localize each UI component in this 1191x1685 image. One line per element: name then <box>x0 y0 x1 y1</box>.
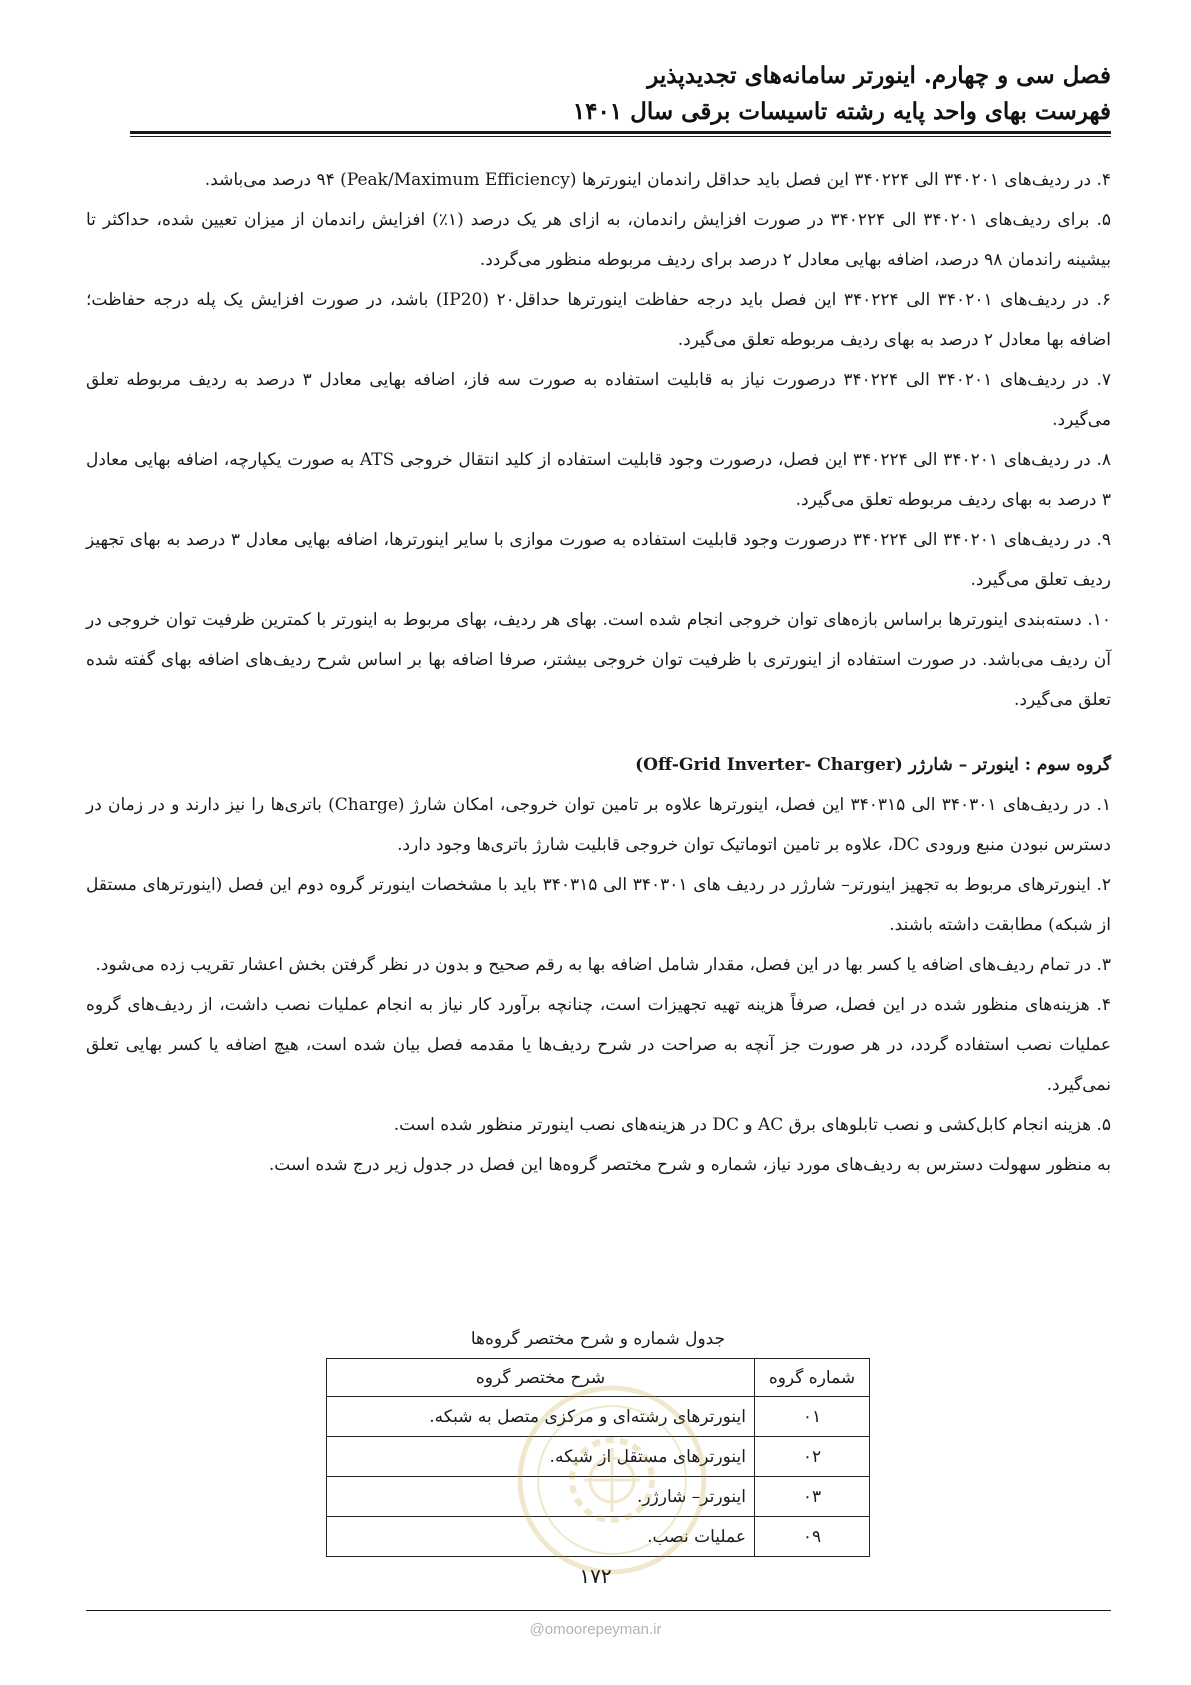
chapter-title: فصل سی و چهارم. اینورتر سامانه‌های تجدیدپذیر <box>647 62 1111 89</box>
group-3-heading: گروه سوم : اینورتر – شارژر (Off-Grid Inverter- Charger) <box>635 755 1111 775</box>
page-number: ۱۷۲ <box>579 1564 612 1588</box>
section-gap <box>86 720 1111 745</box>
page-header <box>130 58 1111 130</box>
group-3-note-4: ۴. هزینه‌های منظور شده در این فصل، صرفاً هزینه تهیه تجهیزات است، چنانچه برآورد کار نیاز به انجام عملیات نصب داشت، از ردیف‌های گروه عملیات نصب استفاده گردد، در هر صورت جز آنچه به صراحت در شرح ردیف‌ها یا مقدمه فصل بیان شده است، هیچ اضافه یا کسر بهایی تعلق نمی‌گیرد. <box>86 995 1111 1095</box>
note-5: ۵. برای ردیف‌های ۳۴۰۲۰۱ الی ۳۴۰۲۲۴ در صورت افزایش راندمان، به ازای هر یک درصد (۱٪) افزایش راندمان از میزان تعیین شده، حداکثر تا بیشینه راندمان ۹۸ درصد، اضافه بهایی معادل ۲ درصد برای ردیف مربوطه منظور می‌گردد. <box>86 210 1111 270</box>
group-3-note-5: ۵. هزینه انجام کابل‌کشی و نصب تابلوهای برق AC و DC در هزینه‌های نصب اینورتر منظور شده است. <box>393 1115 1111 1135</box>
group-number: ۰۱ <box>755 1397 870 1437</box>
price-list-title: فهرست بهای واحد پایه رشته تاسیسات برقی سال ۱۴۰۱ <box>572 98 1111 125</box>
note-7: ۷. در ردیف‌های ۳۴۰۲۰۱ الی ۳۴۰۲۲۴ درصورت نیاز به قابلیت استفاده به صورت سه فاز، اضافه بهایی معادل ۳ درصد به ردیف مربوطه تعلق می‌گیرد. <box>86 370 1111 430</box>
note-4: ۴. در ردیف‌های ۳۴۰۲۰۱ الی ۳۴۰۲۲۴ این فصل باید حداقل راندمان اینورترها (Peak/Maximum Efficiency) ۹۴ درصد می‌باشد. <box>204 170 1111 190</box>
group-number: ۰۹ <box>755 1517 870 1557</box>
footer-rule <box>86 1610 1111 1611</box>
group-description: اینورترهای مستقل از شبکه. <box>327 1437 755 1477</box>
group-3-note-1: ۱. در ردیف‌های ۳۴۰۳۰۱ الی ۳۴۰۳۱۵ این فصل، اینورترها علاوه بر تامین توان خروجی، امکان شارژ (Charge) باتری‌ها را نیز دارند و در زمان در دسترس نبودن منبع ورودی DC، علاوه بر تامین اتوماتیک توان خروجی قابلیت شارژ باتری‌ها وجود دارد. <box>86 795 1111 855</box>
note-6: ۶. در ردیف‌های ۳۴۰۲۰۱ الی ۳۴۰۲۲۴ این فصل باید درجه حفاظت اینورترها حداقل۲۰ (IP20) باشد، در صورت افزایش یک پله درجه حفاظت؛ اضافه بها معادل ۲ درصد به بهای ردیف مربوطه تعلق می‌گیرد. <box>86 290 1111 350</box>
closing-note: به منظور سهولت دسترس به ردیف‌های مورد نیاز، شماره و شرح مختصر گروه‌ها این فصل در جدول زیر درج شده است. <box>268 1155 1111 1175</box>
body-text <box>86 160 1111 1185</box>
header-rule-thin <box>130 136 1111 137</box>
table-caption: جدول شماره و شرح مختصر گروه‌ها <box>470 1329 726 1349</box>
group-description: عملیات نصب. <box>327 1517 755 1557</box>
note-9: ۹. در ردیف‌های ۳۴۰۲۰۱ الی ۳۴۰۲۲۴ درصورت وجود قابلیت استفاده به صورت موازی با سایر اینورترها، اضافه بهایی معادل ۳ درصد به بهای تجهیز ردیف تعلق می‌گیرد. <box>86 530 1111 590</box>
note-8: ۸. در ردیف‌های ۳۴۰۲۰۱ الی ۳۴۰۲۲۴ این فصل، درصورت وجود قابلیت استفاده از کلید انتقال خروجی ATS به صورت یکپارچه، اضافه بهایی معادل ۳ درصد به بهای ردیف مربوطه تعلق می‌گیرد. <box>86 450 1111 510</box>
header-rule-thick <box>130 131 1111 134</box>
note-10: ۱۰. دسته‌بندی اینورترها براساس بازه‌های توان خروجی انجام شده است. بهای هر ردیف، بهای مربوط به اینورتر با کمترین ظرفیت توان خروجی در آن ردیف می‌باشد. در صورت استفاده از اینورتری با ظرفیت توان خروجی بیشتر، صرفا اضافه بها بر اساس شرح ردیف‌های اضافه بهای گفته شده تعلق می‌گیرد. <box>86 610 1111 710</box>
column-header-description: شرح مختصر گروه <box>327 1359 755 1397</box>
seal-watermark-icon <box>512 1380 712 1580</box>
group-number: ۰۳ <box>755 1477 870 1517</box>
column-header-number: شماره گروه <box>755 1359 870 1397</box>
group-number: ۰۲ <box>755 1437 870 1477</box>
site-watermark: @omoorepeyman.ir <box>529 1621 662 1638</box>
group-3-note-2: ۲. اینورترهای مربوط به تجهیز اینورتر– شارژر در ردیف های ۳۴۰۳۰۱ الی ۳۴۰۳۱۵ باید با مشخصات اینورتر گروه دوم این فصل (اینورترهای مستقل از شبکه) مطابقت داشته باشند. <box>86 875 1111 935</box>
group-description: اینورترهای رشته‌ای و مرکزی متصل به شبکه. <box>327 1397 755 1437</box>
group-3-note-3: ۳. در تمام ردیف‌های اضافه یا کسر بها در این فصل، مقدار شامل اضافه بها به رقم صحیح و بدون در نظر گرفتن بخش اعشار تقریب زده می‌شود. <box>95 955 1111 975</box>
group-description: اینورتر– شارژر. <box>327 1477 755 1517</box>
